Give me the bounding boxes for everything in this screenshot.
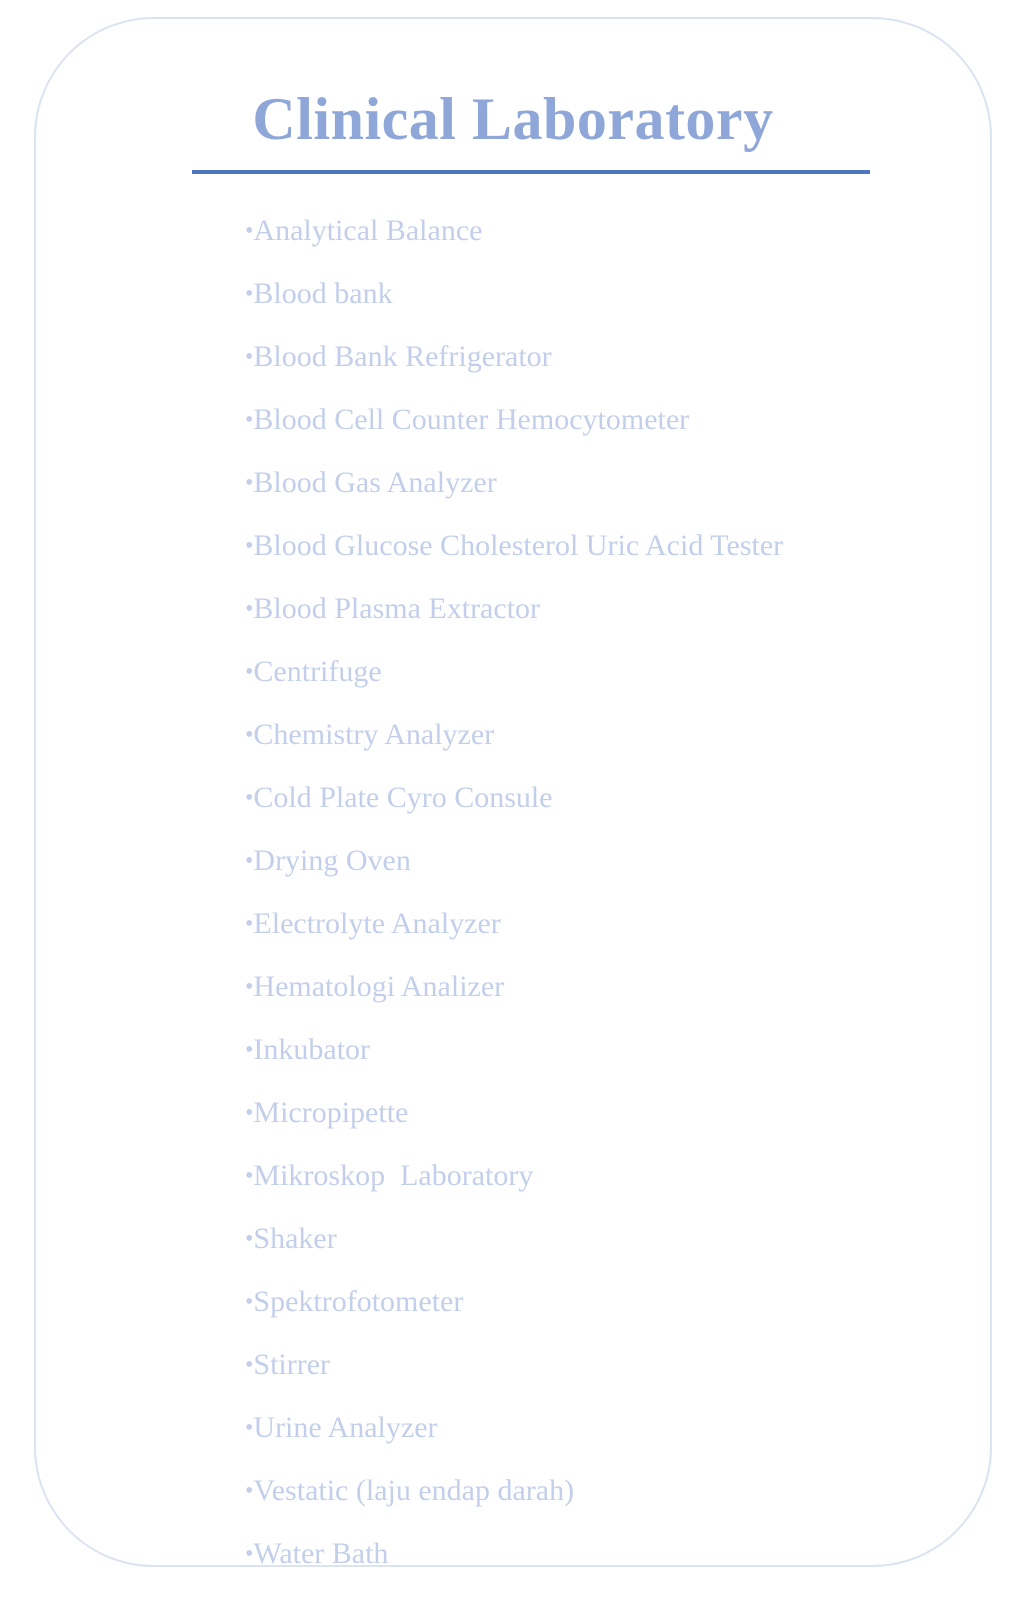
list-item-label: Chemistry Analyzer xyxy=(253,718,495,751)
list-item xyxy=(245,710,783,773)
equipment-list xyxy=(245,206,783,1592)
list-item-label: Electrolyte Analyzer xyxy=(253,907,501,940)
list-item xyxy=(245,899,783,962)
bullet-icon: • xyxy=(245,407,254,433)
list-item-label: Mikroskop Laboratory xyxy=(253,1159,534,1192)
list-item-label: Blood bank xyxy=(253,277,393,310)
list-item xyxy=(245,332,783,395)
bullet-icon: • xyxy=(245,533,254,559)
bullet-icon: • xyxy=(245,785,254,811)
bullet-icon: • xyxy=(245,1478,254,1504)
list-item xyxy=(245,962,783,1025)
list-item-label: Blood Glucose Cholesterol Uric Acid Tester xyxy=(253,529,784,562)
list-item-label: Blood Gas Analyzer xyxy=(253,466,497,499)
list-item xyxy=(245,1151,783,1214)
bullet-icon: • xyxy=(245,470,254,496)
bullet-icon: • xyxy=(245,1226,254,1252)
page-title: Clinical Laboratory xyxy=(252,86,774,152)
list-item-label: Analytical Balance xyxy=(253,214,483,247)
bullet-icon: • xyxy=(245,722,254,748)
bullet-icon: • xyxy=(245,848,254,874)
bullet-icon: • xyxy=(245,911,254,937)
list-item-label: Hematologi Analizer xyxy=(253,970,505,1003)
bullet-icon: • xyxy=(245,1541,254,1567)
title-divider xyxy=(192,170,870,174)
list-item xyxy=(245,458,783,521)
bullet-icon: • xyxy=(245,1037,254,1063)
list-item xyxy=(245,269,783,332)
list-item-label: Urine Analyzer xyxy=(253,1411,438,1444)
bullet-icon: • xyxy=(245,1100,254,1126)
list-item xyxy=(245,773,783,836)
bullet-icon: • xyxy=(245,1415,254,1441)
list-item xyxy=(245,1088,783,1151)
list-item xyxy=(245,395,783,458)
list-item-label: Micropipette xyxy=(253,1096,409,1129)
list-item-label: Spektrofotometer xyxy=(253,1285,464,1318)
list-item xyxy=(245,1025,783,1088)
list-item xyxy=(245,521,783,584)
list-item xyxy=(245,584,783,647)
list-item-label: Shaker xyxy=(253,1222,337,1255)
list-item-label: Blood Bank Refrigerator xyxy=(253,340,552,373)
list-item xyxy=(245,1214,783,1277)
list-item xyxy=(245,1403,783,1466)
bullet-icon: • xyxy=(245,218,254,244)
list-item xyxy=(245,1340,783,1403)
bullet-icon: • xyxy=(245,974,254,1000)
bullet-icon: • xyxy=(245,344,254,370)
list-item xyxy=(245,1277,783,1340)
list-item-label: Drying Oven xyxy=(253,844,411,877)
list-item-label: Blood Plasma Extractor xyxy=(253,592,541,625)
list-item-label: Blood Cell Counter Hemocytometer xyxy=(253,403,690,436)
bullet-icon: • xyxy=(245,1352,254,1378)
bullet-icon: • xyxy=(245,281,254,307)
list-item xyxy=(245,1529,783,1592)
list-item-label: Water Bath xyxy=(253,1537,389,1570)
bullet-icon: • xyxy=(245,659,254,685)
content-card xyxy=(34,17,992,1570)
list-item-label: Stirrer xyxy=(253,1348,331,1381)
list-item-label: Cold Plate Cyro Consule xyxy=(253,781,553,814)
list-item xyxy=(245,1466,783,1529)
list-item xyxy=(245,647,783,710)
list-item-label: Inkubator xyxy=(253,1033,371,1066)
list-item-label: Vestatic (laju endap darah) xyxy=(253,1474,575,1507)
bullet-icon: • xyxy=(245,1289,254,1315)
bullet-icon: • xyxy=(245,596,254,622)
bullet-icon: • xyxy=(245,1163,254,1189)
list-item-label: Centrifuge xyxy=(253,655,382,688)
list-item xyxy=(245,206,783,269)
list-item xyxy=(245,836,783,899)
